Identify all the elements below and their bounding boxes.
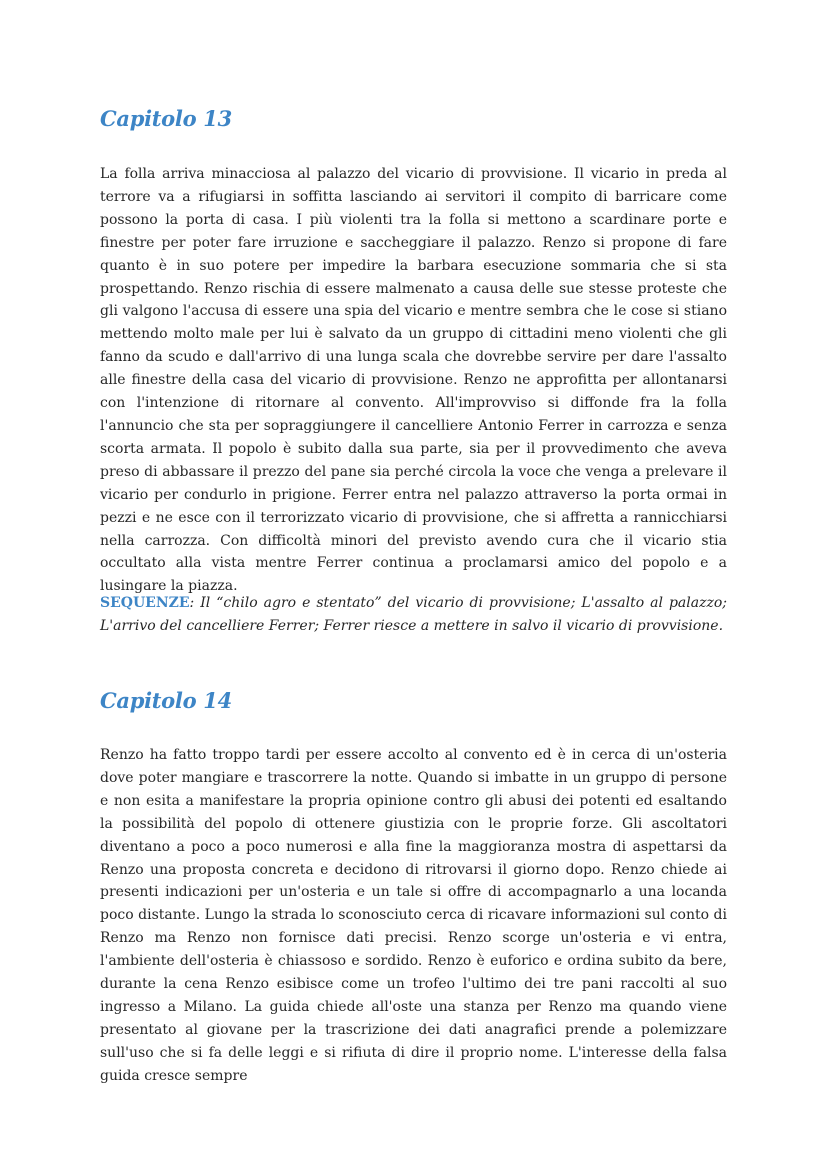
sequences-label: SEQUENZE: [100, 595, 190, 611]
chapter-14-title: Capitolo 14: [100, 688, 232, 713]
chapter-13-sequences: [100, 592, 727, 638]
chapter-14-summary: Renzo ha fatto troppo tardi per essere accolto al convento ed è in cerca di un'osteria dove poter mangiare e trascorrere la notte. Quando si imbatte in un gruppo di persone e non esita a manifestare la propria opinione contro gli abusi dei potenti ed esaltando la possibilità del popolo di ottenere giustizia con le proprie forze. Gli ascoltatori diventano a poco a poco numerosi e alla fine la maggioranza mostra di aspettarsi da Renzo una proposta concreta e decidono di ritrovarsi il giorno dopo. Renzo chiede ai presenti indicazioni per un'osteria e un tale si offre di accompagnarlo a una locanda poco distante. Lungo la strada lo sconosciuto cerca di ricavare informazioni sul conto di Renzo ma Renzo non fornisce dati precisi. Renzo scorge un'osteria e vi entra, l'ambiente dell'osteria è chiassoso e sordido. Renzo è euforico e ordina subito da bere, durante la cena Renzo esibisce come un trofeo l'ultimo dei tre pani raccolti al suo ingresso a Milano. La guida chiede all'oste una stanza per Renzo ma quando viene presentato al giovane per la trascrizione dei dati anagrafici prende a polemizzare sull'uso che si fa delle leggi e si rifiuta di dire il proprio nome. L'interesse della falsa guida cresce sempre: [100, 747, 727, 1084]
chapter-13-summary: La folla arriva minacciosa al palazzo del vicario di provvisione. Il vicario in preda al terrore va a rifugiarsi in soffitta lasciando ai servitori il compito di barricare come possono la porta di casa. I più violenti tra la folla si mettono a scardinare porte e finestre per poter fare irruzione e saccheggiare il palazzo. Renzo si propone di fare quanto è in suo potere per impedire la barbara esecuzione sommaria che si sta prospettando. Renzo rischia di essere malmenato a causa delle sue stesse proteste che gli valgono l'accusa di essere una spia del vicario e mentre sembra che le cose si stiano mettendo molto male per lui è salvato da un gruppo di cittadini meno violenti che gli fanno da scudo e dall'arrivo di una lunga scala che dovrebbe servire per dare l'assalto alle finestre della casa del vicario di provvisione. Renzo ne approfitta per allontanarsi con l'intenzione di ritornare al convento. All'improvviso si diffonde fra la folla l'annuncio che sta per sopraggiungere il cancelliere Antonio Ferrer in carrozza e senza scorta armata. Il popolo è subito dalla sua parte, sia per il provvedimento che aveva preso di abbassare il prezzo del pane sia perché circola la voce che venga a prelevare il vicario per condurlo in prigione. Ferrer entra nel palazzo attraverso la porta ormai in pezzi e ne esce con il terrorizzato vicario di provvisione, che si affretta a rannicchiarsi nella carrozza. Con difficoltà minori del previsto avendo cura che il vicario stia occultato alla vista mentre Ferrer continua a proclamarsi amico del popolo e a lusingare la piazza.: [100, 166, 727, 595]
sequences-colon: :: [189, 595, 201, 611]
chapter-13-title: Capitolo 13: [100, 106, 232, 131]
sequences-text: Il “chilo agro e stentato” del vicario di provvisione; L'assalto al palazzo; L'arrivo del cancelliere Ferrer; Ferrer riesce a mettere in salvo il vicario di provvisione.: [100, 595, 727, 634]
